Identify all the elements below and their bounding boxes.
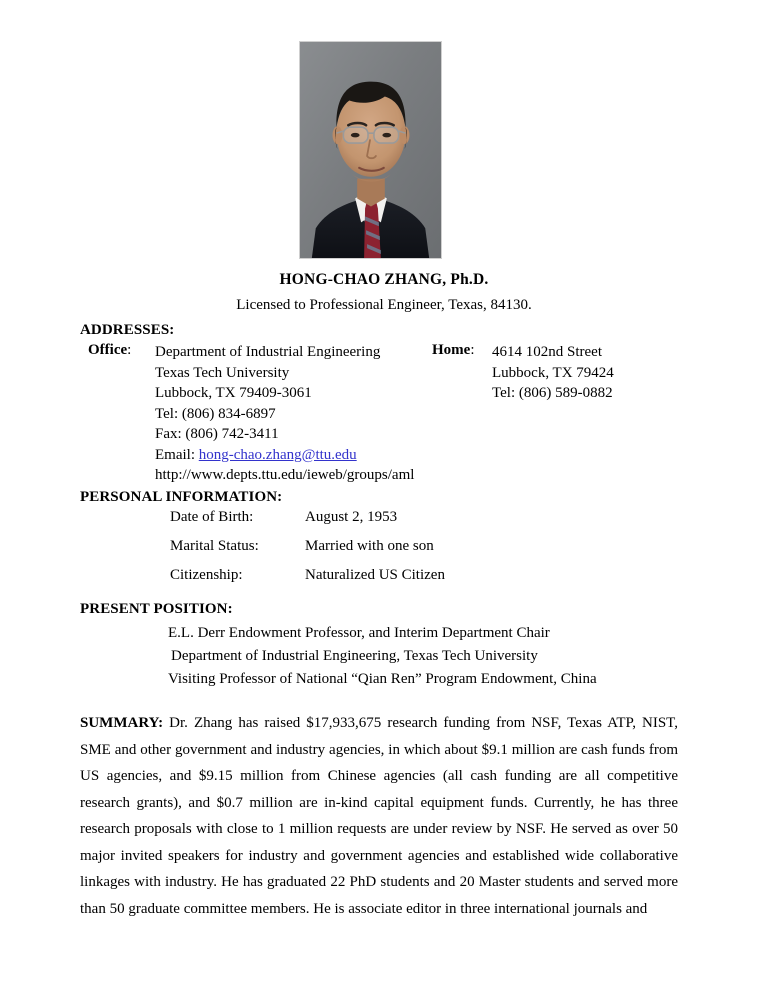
office-phone: Tel: (806) 834-6897: [155, 405, 276, 422]
office-address-line: Texas Tech University: [155, 364, 290, 381]
office-label: [88, 342, 131, 359]
personal-info-value: Married with one son: [305, 538, 434, 554]
present-position-line: E.L. Derr Endowment Professor, and Interim Department Chair: [168, 625, 550, 641]
page-title: HONG-CHAO ZHANG, Ph.D.: [279, 271, 489, 288]
personal-info-value: August 2, 1953: [305, 509, 398, 525]
office-label-text: Office: [88, 342, 128, 358]
summary-paragraph: [80, 710, 678, 922]
office-fax: Fax: (806) 742-3411: [155, 426, 279, 442]
office-website: http://www.depts.ttu.edu/ieweb/groups/aml: [155, 467, 415, 483]
office-address-line: Lubbock, TX 79409-3061: [155, 385, 312, 401]
present-position-line: Visiting Professor of National “Qian Ren” Program Endowment, China: [168, 671, 597, 687]
summary-text: Dr. Zhang has raised $17,933,675 research funding from NSF, Texas ATP, NIST, SME and other government and industry agencies, in which about $9.1 million are cash funds from US agencies, and $9.15 million from Chinese agencies (all cash funding are all competitive research grants), and $0.7 million are in-kind capital equipment funds. Currently, he has three research proposals with close to 1 million requests are under review by NSF. He served as over 50 major invited speakers for industry and government agencies and established wide collaborative linkages with industry. He has graduated 22 PhD students and 20 Master students and served more than 50 graduate committee members. He is associate editor in three international journals and: [80, 715, 678, 917]
table-row: [170, 567, 445, 596]
home-label-colon: :: [470, 342, 475, 358]
office-email-row: [155, 445, 414, 466]
table-row: [170, 509, 445, 538]
personal-info-label: Citizenship:: [170, 567, 243, 583]
personal-info-label: Marital Status:: [170, 538, 259, 554]
section-heading-personal-information: PERSONAL INFORMATION:: [80, 489, 283, 505]
email-link[interactable]: hong-chao.zhang@ttu.edu: [198, 446, 357, 463]
personal-information-table: [170, 509, 445, 596]
present-position-line: Department of Industrial Engineering, Texas Tech University: [171, 648, 538, 664]
home-address-block: [492, 342, 614, 404]
summary-heading: SUMMARY:: [80, 715, 164, 731]
office-address-block: [155, 342, 414, 486]
home-label: [432, 342, 475, 359]
personal-info-value: Naturalized US Citizen: [305, 567, 445, 583]
table-row: [170, 538, 445, 567]
personal-info-label: Date of Birth:: [170, 509, 254, 525]
email-label: Email:: [155, 446, 199, 463]
section-heading-present-position: PRESENT POSITION:: [80, 601, 233, 617]
home-label-text: Home: [432, 342, 471, 358]
section-heading-addresses: ADDRESSES:: [80, 322, 175, 338]
present-position-block: [168, 622, 597, 691]
home-address-line: Lubbock, TX 79424: [492, 364, 614, 381]
portrait-photo: [299, 41, 442, 259]
office-label-colon: :: [127, 342, 132, 358]
office-address-line: Department of Industrial Engineering: [155, 344, 381, 360]
home-address-line: 4614 102nd Street: [492, 344, 602, 360]
page-subtitle: Licensed to Professional Engineer, Texas, 84130.: [236, 297, 532, 313]
portrait-photo-graphic: [300, 42, 441, 258]
home-phone: Tel: (806) 589-0882: [492, 385, 613, 401]
